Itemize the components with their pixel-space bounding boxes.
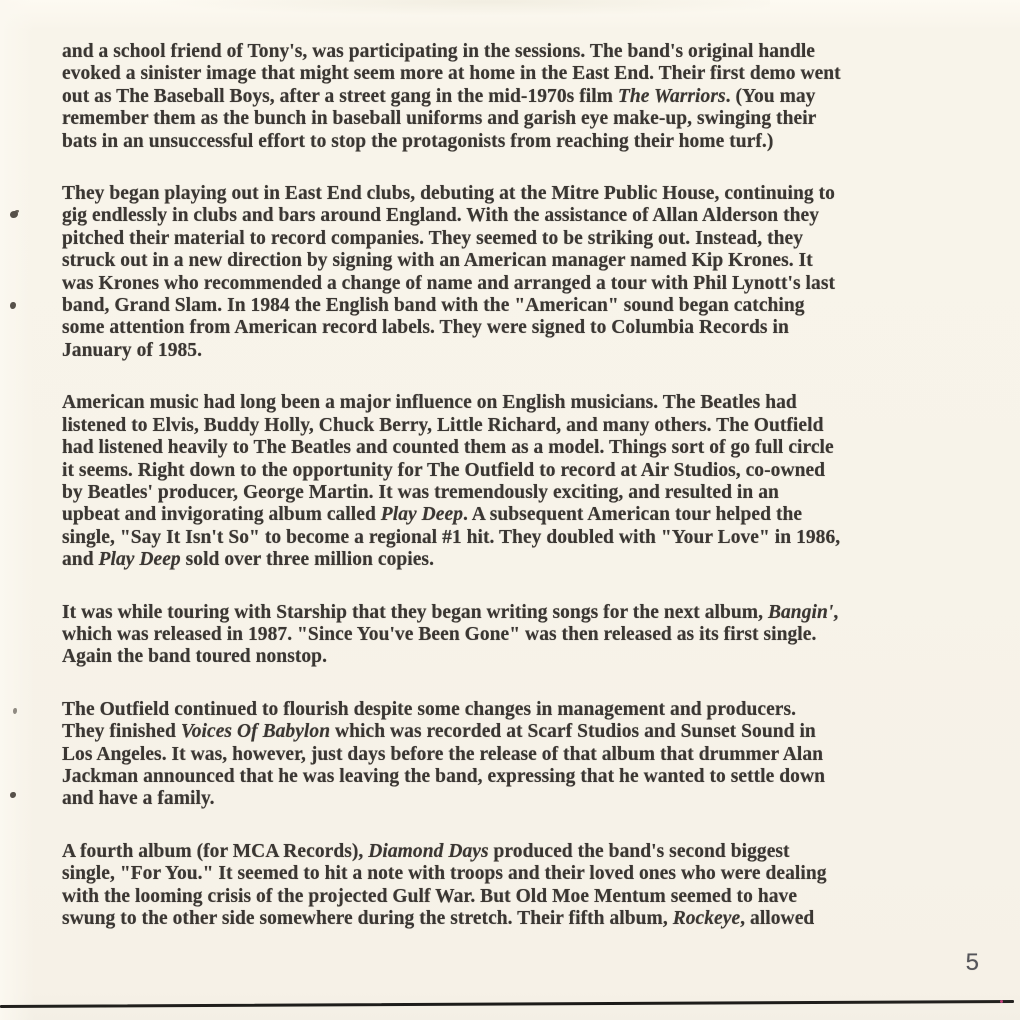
text-line: some attention from American record labels. They were signed to Columbia Records in xyxy=(62,317,789,339)
text-line: bats in an unsuccessful effort to stop the protagonists from reaching their home turf.) xyxy=(62,130,774,152)
text-line: which was released in 1987. "Since You've Been Gone" was then released as its first single. xyxy=(62,623,817,645)
text-line: and have a family. xyxy=(62,788,215,810)
text-line: Jackman announced that he was leaving the band, expressing that he wanted to settle down xyxy=(62,765,825,787)
page-number: 5 xyxy=(965,949,979,976)
paragraph xyxy=(62,392,974,571)
text-line: upbeat and invigorating album called Play Deep. A subsequent American tour helped the xyxy=(62,504,803,526)
text-line: single, "For You." It seemed to hit a note with troops and their loved ones who were dealing xyxy=(62,863,827,885)
text-line: Again the band toured nonstop. xyxy=(62,646,328,668)
text-block xyxy=(62,41,974,960)
paragraph xyxy=(62,602,974,669)
text-line: gig endlessly in clubs and bars around England. With the assistance of Allan Alderson they xyxy=(62,205,820,227)
text-line: They began playing out in East End clubs, debuting at the Mitre Public House, continuing to xyxy=(62,183,835,205)
text-line: January of 1985. xyxy=(62,339,203,361)
text-line: with the looming crisis of the projected Gulf War. But Old Moe Mentum seemed to have xyxy=(62,885,798,907)
text-line: American music had long been a major influence on English musicians. The Beatles had xyxy=(62,392,797,414)
text-line: and Play Deep sold over three million copies. xyxy=(62,549,434,571)
text-line: evoked a sinister image that might seem more at home in the East End. Their first demo went xyxy=(62,63,841,85)
scan-speck xyxy=(10,211,18,218)
page-bottom-rule xyxy=(0,1000,1014,1008)
text-line: swung to the other side somewhere during the stretch. Their fifth album, Rockeye, allowed xyxy=(62,908,815,929)
text-line: struck out in a new direction by signing with an American manager named Kip Krones. It xyxy=(62,250,813,272)
text-line: The Outfield continued to flourish despite some changes in management and producers. xyxy=(62,698,797,720)
text-line: remember them as the bunch in baseball uniforms and garish eye make-up, swinging their xyxy=(62,108,817,130)
text-line: They finished Voices Of Babylon which was recorded at Scarf Studios and Sunset Sound in xyxy=(62,721,816,743)
text-line: pitched their material to record companies. They seemed to be striking out. Instead, they xyxy=(62,227,804,249)
scan-speck xyxy=(10,302,16,309)
text-line: A fourth album (for MCA Records), Diamond Days produced the band's second biggest xyxy=(62,840,790,862)
text-line: was Krones who recommended a change of name and arranged a tour with Phil Lynott's last xyxy=(62,272,835,294)
paragraph xyxy=(62,183,974,362)
text-line: and a school friend of Tony's, was participating in the sessions. The band's original handle xyxy=(62,41,816,62)
text-line: listened to Elvis, Buddy Holly, Chuck Berry, Little Richard, and many others. The Outfield xyxy=(62,414,824,436)
paragraph xyxy=(62,841,974,931)
scan-speck xyxy=(1000,1000,1003,1003)
text-line: band, Grand Slam. In 1984 the English band with the "American" sound began catching xyxy=(62,295,805,317)
scan-speck xyxy=(13,708,17,714)
text-line: had listened heavily to The Beatles and counted them as a model. Things sort of go full circle xyxy=(62,437,834,459)
paragraph xyxy=(62,699,974,811)
scan-shadow-artifact xyxy=(150,0,770,16)
scan-speck xyxy=(10,792,16,798)
text-line: single, "Say It Isn't So" to become a regional #1 hit. They doubled with "Your Love" in 1986, xyxy=(62,526,841,548)
scan-edge-strip xyxy=(0,1006,1020,1020)
paragraph xyxy=(62,41,974,153)
text-line: Los Angeles. It was, however, just days before the release of that album that drummer Alan xyxy=(62,743,824,765)
text-line: it seems. Right down to the opportunity for The Outfield to record at Air Studios, co-owned xyxy=(62,459,826,481)
text-line: It was while touring with Starship that they began writing songs for the next album, Bangin', xyxy=(62,601,839,623)
text-line: by Beatles' producer, George Martin. It was tremendously exciting, and resulted in an xyxy=(62,481,779,503)
text-line: out as The Baseball Boys, after a street gang in the mid-1970s film The Warriors. (You may xyxy=(62,85,816,107)
